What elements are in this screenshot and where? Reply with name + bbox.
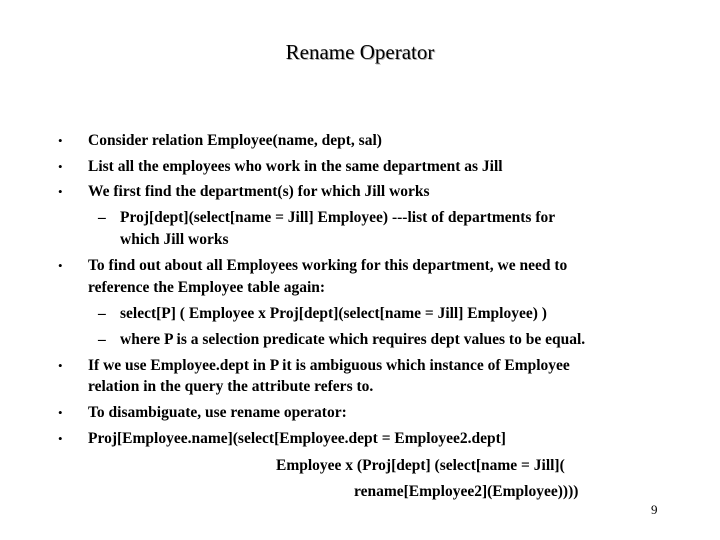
continuation-text: rename[Employee2](Employee)))) (354, 483, 579, 500)
sub-bullet-text: select[P] ( Employee x Proj[dept](select[name = Jill] Employee) ) (120, 305, 547, 322)
sub-bullet-text: which Jill works (120, 231, 229, 248)
bullet-marker: • (58, 405, 63, 420)
sub-bullet-text: where P is a selection predicate which requires dept values to be equal. (120, 331, 586, 348)
bullet-marker: • (58, 358, 63, 373)
bullet-text: To find out about all Employees working for this department, we need to (88, 257, 568, 274)
sub-bullet-marker: – (98, 331, 106, 348)
bullet-text: reference the Employee table again: (88, 279, 326, 296)
page-number: 9 (651, 502, 658, 517)
bullet-marker: • (58, 431, 63, 446)
sub-bullet-text: Proj[dept](select[name = Jill] Employee) ---list of departments for (120, 209, 556, 226)
bullet-marker: • (58, 184, 63, 199)
bullet-marker: • (58, 258, 63, 273)
bullet-text: We first find the department(s) for which Jill works (88, 183, 430, 200)
bullet-marker: • (58, 159, 63, 174)
bullet-text: relation in the query the attribute refers to. (88, 378, 374, 395)
sub-bullet-marker: – (98, 305, 106, 322)
slide-title: Rename Operator (285, 40, 435, 64)
bullet-text: To disambiguate, use rename operator: (88, 404, 347, 421)
continuation-text: Employee x (Proj[dept] (select[name = Jill]( (276, 457, 565, 474)
bullet-text: Proj[Employee.name](select[Employee.dept = Employee2.dept] (88, 430, 506, 447)
bullet-marker: • (58, 133, 63, 148)
bullet-text: List all the employees who work in the same department as Jill (88, 158, 503, 175)
bullet-text: If we use Employee.dept in P it is ambiguous which instance of Employee (88, 357, 570, 374)
sub-bullet-marker: – (98, 209, 106, 226)
bullet-text: Consider relation Employee(name, dept, sal) (88, 132, 382, 149)
